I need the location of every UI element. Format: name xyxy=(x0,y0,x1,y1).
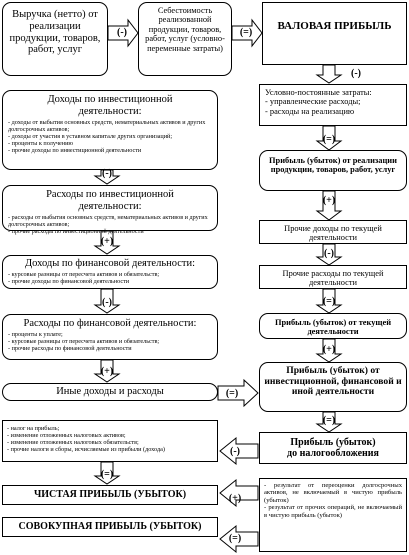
fin-expense-item: - проценты к уплате; xyxy=(8,330,63,338)
other-op-income-label: Прочие доходы по текущей деятельности xyxy=(284,224,382,243)
inv-expense-item: - прочие расходы по инвестиционной деятельности xyxy=(8,227,144,235)
other-inc-exp-box xyxy=(2,383,218,401)
sales-profit-box xyxy=(259,150,407,191)
operator-plus-3: (+) xyxy=(100,236,114,247)
operator-equals-5: (=) xyxy=(100,469,114,480)
fixed-costs-item: - управленческие расходы; xyxy=(265,97,361,107)
fixed-costs-title: Условно-постоянные затраты: xyxy=(265,88,372,97)
inv-income-item: - прочие доходы по инвестиционной деятельности xyxy=(8,147,142,154)
fin-expense-items xyxy=(8,331,212,352)
taxes-item: - прочие налоги и сборы, исчисляемые из прибыли (дохода) xyxy=(7,446,165,454)
operator-equals-3: (=) xyxy=(322,415,336,426)
fin-income-items xyxy=(8,271,212,285)
current-profit-box xyxy=(259,313,407,339)
operator-equals-2: (=) xyxy=(322,296,336,307)
inv-income-item: - доходы от выбытия основных средств, нематериальных активов и других долгосрочных активов; xyxy=(8,118,206,133)
total-profit-box xyxy=(2,517,218,537)
taxes-item: - налог на прибыль; xyxy=(7,425,60,432)
fin-expense-box xyxy=(2,314,218,360)
inv-fin-profit-box xyxy=(259,362,407,412)
taxes-box xyxy=(2,420,218,462)
inv-income-items xyxy=(8,119,212,155)
fin-income-item: - прочие доходы по финансовой деятельности xyxy=(8,277,130,285)
fin-expense-title: Расходы по финансовой деятельности: xyxy=(23,318,197,329)
adjustments-item: - результат от прочих операций, не включаемый в чистую прибыль (убыток) xyxy=(264,504,402,519)
operator-equals-1: (=) xyxy=(322,134,336,145)
net-profit-label: ЧИСТАЯ ПРИБЫЛЬ (УБЫТОК) xyxy=(33,489,187,500)
pretax-profit-line1: Прибыль (убыток) xyxy=(290,437,376,448)
arrow-gross-down xyxy=(317,65,341,83)
revenue-label: Выручка (нетто) от реализации продукции, товаров, работ, услуг xyxy=(9,9,101,56)
fixed-costs-item: - расходы на реализацию xyxy=(265,106,355,116)
gross-profit-box xyxy=(262,2,407,65)
inv-expense-title: Расходы по инвестиционной деятельности: xyxy=(46,189,174,212)
fin-income-box xyxy=(2,255,218,289)
operator-equals-top: (=) xyxy=(239,27,253,38)
operator-plus-5: (+) xyxy=(228,493,242,504)
cost-label: Себестоимость реализованной продукции, товаров, работ, услуг (условно-переменные затраты) xyxy=(145,6,225,53)
fin-income-title: Доходы по финансовой деятельности: xyxy=(24,258,196,269)
inv-expense-items xyxy=(8,214,212,235)
inv-income-box xyxy=(2,90,218,170)
adjustments-item: - результат от переоценки долгосрочных активов, не включаемый в чистую прибыль (убыток) xyxy=(264,482,402,504)
gross-profit-label: ВАЛОВАЯ ПРИБЫЛЬ xyxy=(277,20,392,32)
inv-income-item: - доходы от участия в уставном капитале других организаций; xyxy=(8,132,173,140)
other-op-income-box xyxy=(259,220,407,244)
revenue-box xyxy=(2,2,108,76)
operator-minus-2: (-) xyxy=(324,248,334,259)
operator-minus-4: (-) xyxy=(102,297,112,308)
other-op-expense-box xyxy=(259,265,407,289)
sales-profit-label: Прибыль (убыток) от реализации продукции, товаров, работ, услуг xyxy=(269,156,397,175)
taxes-item: - изменение отложенных налоговых обязательств; xyxy=(7,439,139,447)
operator-plus-4: (+) xyxy=(100,366,114,377)
operator-equals-6: (=) xyxy=(228,533,242,544)
inv-income-title: Доходы по инвестиционной деятельности: xyxy=(47,94,173,117)
adjustments-box xyxy=(259,478,407,552)
inv-expense-box xyxy=(2,185,218,235)
other-op-expense-label: Прочие расходы по текущей деятельности xyxy=(282,269,384,288)
current-profit-label: Прибыль (убыток) от текущей деятельности xyxy=(274,318,392,337)
fin-income-item: - курсовые разницы от пересчета активов и обязательств; xyxy=(8,270,160,278)
operator-equals-4: (=) xyxy=(225,388,239,399)
operator-plus-1: (+) xyxy=(322,195,336,206)
inv-expense-item: - расходы от выбытия основных средств, нематериальных активов и других долгосрочных активов; xyxy=(8,213,208,228)
taxes-items xyxy=(7,425,213,454)
operator-minus-top: (-) xyxy=(117,27,127,38)
fin-expense-item: - прочие расходы по финансовой деятельности xyxy=(8,345,132,352)
total-profit-label: СОВОКУПНАЯ ПРИБЫЛЬ (УБЫТОК) xyxy=(18,521,202,532)
operator-minus-5: (-) xyxy=(230,446,240,457)
operator-plus-2: (+) xyxy=(322,344,336,355)
taxes-item: - изменение отложенных налоговых активов; xyxy=(7,432,126,440)
inv-fin-profit-label: Прибыль (убыток) от инвестиционной, финансовой и иной деятельности xyxy=(264,365,402,398)
other-inc-exp-label: Иные доходы и расходы xyxy=(56,386,164,397)
operator-minus-1: (-) xyxy=(351,68,361,79)
net-profit-box xyxy=(2,485,218,505)
fixed-costs-box xyxy=(259,84,407,126)
fin-expense-item: - курсовые разницы от пересчета активов и обязательств; xyxy=(8,337,160,345)
cost-box xyxy=(138,2,232,76)
operator-minus-3: (-) xyxy=(102,168,112,179)
pretax-profit-line2: до налогообложения xyxy=(287,448,379,460)
inv-income-item: - проценты к получению xyxy=(8,139,74,147)
pretax-profit-box xyxy=(259,432,407,464)
